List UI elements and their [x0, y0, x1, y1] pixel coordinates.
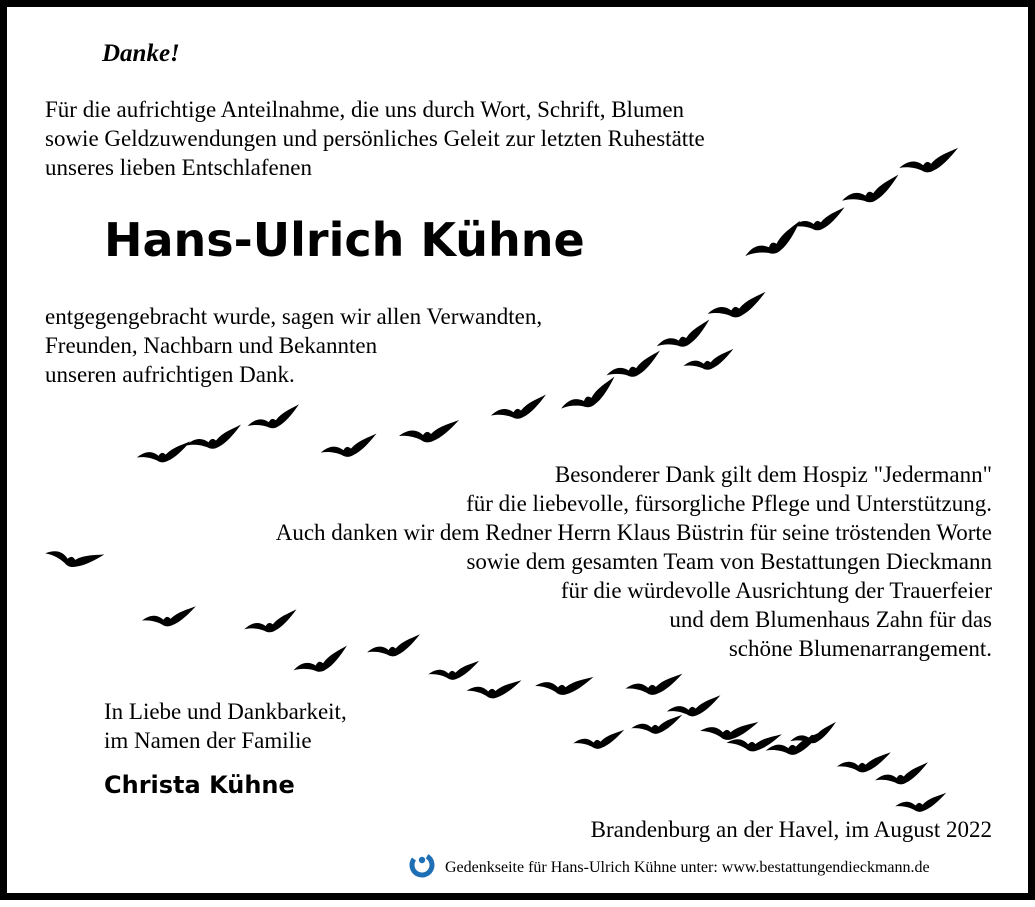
intro-line: sowie Geldzuwendungen und persönliches Geleit zur letzten Ruhestätte [45, 126, 705, 151]
bird-silhouette [466, 676, 521, 700]
bird-silhouette [320, 434, 378, 459]
bird-silhouette [428, 661, 479, 680]
footer [407, 850, 930, 885]
closing-line: In Liebe und Dankbarkeit, [104, 699, 347, 724]
memorial-page-link[interactable]: Gedenkseite für Hans-Ulrich Kühne unter: www.bestattungendieckmann.de [445, 858, 930, 876]
bird-silhouette [654, 320, 714, 353]
bird-silhouette [399, 420, 459, 442]
special-thanks-line: sowie dem gesamten Team von Bestattungen Dieckmann [466, 549, 992, 574]
bird-silhouette [573, 730, 624, 749]
special-thanks-line: für die liebevolle, fürsorgliche Pflege und Unterstützung. [466, 491, 992, 516]
thanks-text [45, 302, 542, 389]
bird-silhouette [898, 148, 959, 175]
thanks-line: entgegengebracht wurde, sagen wir allen Verwandten, [45, 304, 543, 329]
closing-line: im Namen der Familie [104, 728, 312, 753]
bird-silhouette [489, 394, 548, 421]
bird-silhouette [44, 539, 105, 575]
bird-silhouette [625, 674, 682, 695]
intro-text [45, 95, 705, 182]
signer-name: Christa Kühne [104, 771, 295, 799]
memorial-logo-icon [407, 850, 437, 885]
bird-silhouette [740, 221, 807, 263]
deceased-name: Hans-Ulrich Kühne [104, 213, 585, 267]
bird-silhouette [631, 715, 682, 734]
intro-line: Für die aufrichtige Anteilnahme, die uns durch Wort, Schrift, Blumen [45, 97, 685, 122]
place-date: Brandenburg an der Havel, im August 2022 [590, 817, 992, 842]
special-thanks-line: Besonderer Dank gilt dem Hospiz "Jedermann" [554, 462, 992, 487]
bird-silhouette [700, 716, 759, 743]
thanks-line: Freunden, Nachbarn und Bekannten [45, 333, 378, 358]
special-thanks-line: für die würdevolle Ausrichtung der Trauerfeier [560, 578, 992, 603]
bird-silhouette [683, 349, 735, 372]
thanks-line: unseren aufrichtigen Dank. [45, 362, 295, 387]
bird-silhouette [791, 207, 847, 233]
special-thanks-line: und dem Blumenhaus Zahn für das [669, 607, 992, 632]
bird-silhouette [557, 377, 621, 415]
closing-text [104, 697, 347, 755]
bird-silhouette [604, 350, 664, 381]
bird-silhouette [142, 606, 196, 626]
bird-silhouette [837, 752, 891, 772]
special-thanks-line: schöne Blumenarrangement. [728, 636, 992, 661]
bird-silhouette [246, 404, 302, 431]
bird-silhouette [765, 732, 823, 757]
bird-silhouette [136, 441, 191, 463]
heading: Danke! [102, 40, 180, 67]
bird-silhouette [895, 793, 946, 812]
bird-silhouette [666, 695, 721, 717]
bird-silhouette [184, 424, 243, 451]
bird-silhouette [535, 671, 594, 698]
intro-line: unseres lieben Entschlafenen [45, 155, 312, 180]
bird-silhouette [874, 762, 929, 786]
special-thanks [276, 460, 992, 663]
bird-silhouette [839, 175, 902, 207]
bird-silhouette [706, 292, 768, 321]
bird-silhouette [788, 722, 838, 746]
special-thanks-line: Auch danken wir dem Redner Herrn Klaus Büstrin für seine tröstenden Worte [275, 520, 992, 545]
